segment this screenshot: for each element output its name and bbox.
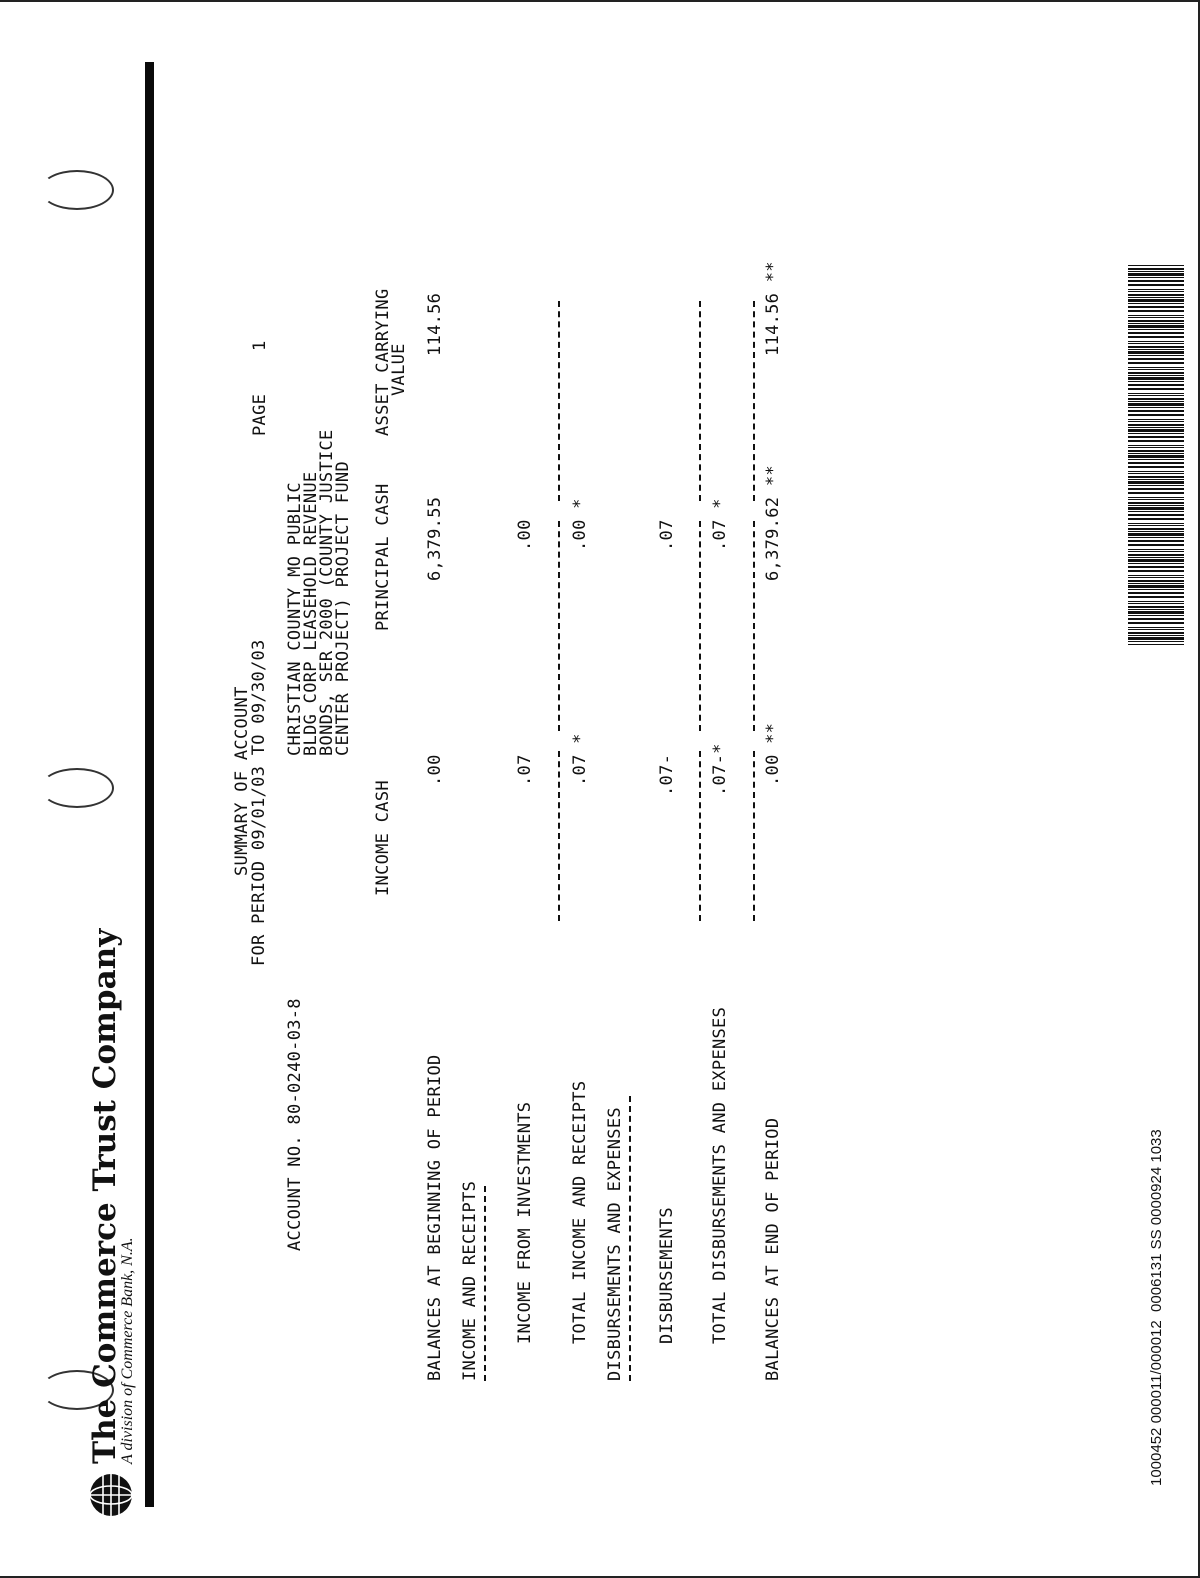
row-label-total-income: TOTAL INCOME AND RECEIPTS [570,1080,590,1344]
ending-principal-cash: 6,379.62 ** [763,465,783,581]
account-name-line-3: BONDS, SER 2000 (COUNTY JUSTICE [317,429,337,756]
globe-logo-icon [88,1472,134,1518]
total-rule [753,521,755,731]
subtotal-rule [699,751,701,921]
column-header-income-cash: INCOME CASH [373,780,393,896]
section-underline [629,1096,631,1381]
row-label-disbursements: DISBURSEMENTS [657,1207,677,1344]
section-underline [484,1186,486,1381]
subtotal-rule [558,521,560,731]
column-header-asset-carrying: ASSET CARRYING [373,288,393,436]
income-investments-principal-cash: .00 [515,519,535,551]
total-disbursements-principal-cash: .07 * [710,498,730,551]
subtotal-rule [558,751,560,921]
company-name: The Commerce Trust Company [87,928,123,1464]
statement-period: FOR PERIOD 09/01/03 TO 09/30/03 [249,639,269,966]
statement-title: SUMMARY OF ACCOUNT [232,686,252,876]
beginning-principal-cash: 6,379.55 [425,496,445,581]
subtotal-rule [699,521,701,731]
account-number: ACCOUNT NO. 80-0240-03-8 [285,998,305,1251]
footer-document-code: 1000452 000011/000012 0006131 SS 0000924 1033 [1148,1129,1165,1486]
beginning-asset-value: 114.56 [425,292,445,356]
income-investments-income-cash: .07 [515,754,535,786]
column-header-principal-cash: PRINCIPAL CASH [373,483,393,631]
account-name-line-1: CHRISTIAN COUNTY MO PUBLIC [285,482,305,756]
row-label-ending-balance: BALANCES AT END OF PERIOD [763,1117,783,1381]
row-label-total-disbursements: TOTAL DISBURSEMENTS AND EXPENSES [710,1006,730,1344]
column-header-asset-value: VALUE [389,343,409,396]
section-income-receipts: INCOME AND RECEIPTS [460,1180,480,1381]
company-subtitle: A division of Commerce Bank, N.A. [119,1237,136,1464]
total-disbursements-income-cash: .07-* [710,743,730,796]
ending-asset-value: 114.56 ** [763,261,783,356]
page-number: 1 [250,340,270,351]
account-name-line-4: CENTER PROJECT) PROJECT FUND [333,461,353,756]
account-name-line-2: BLDG CORP LEASEHOLD REVENUE [301,471,321,756]
disbursements-principal-cash: .07 [657,519,677,551]
total-income-income-cash: .07 * [570,733,590,786]
disbursements-income-cash: .07- [657,753,677,796]
row-label-beginning-balance: BALANCES AT BEGINNING OF PERIOD [425,1054,445,1381]
total-income-principal-cash: .00 * [570,498,590,551]
section-disbursements-expenses: DISBURSEMENTS AND EXPENSES [605,1107,625,1381]
subtotal-rule [699,301,701,501]
page-label: PAGE [250,393,270,436]
total-rule [753,301,755,501]
row-label-income-investments: INCOME FROM INVESTMENTS [515,1101,535,1344]
beginning-income-cash: .00 [425,754,445,786]
total-rule [753,751,755,921]
subtotal-rule [558,301,560,501]
ending-income-cash: .00 ** [763,722,783,786]
